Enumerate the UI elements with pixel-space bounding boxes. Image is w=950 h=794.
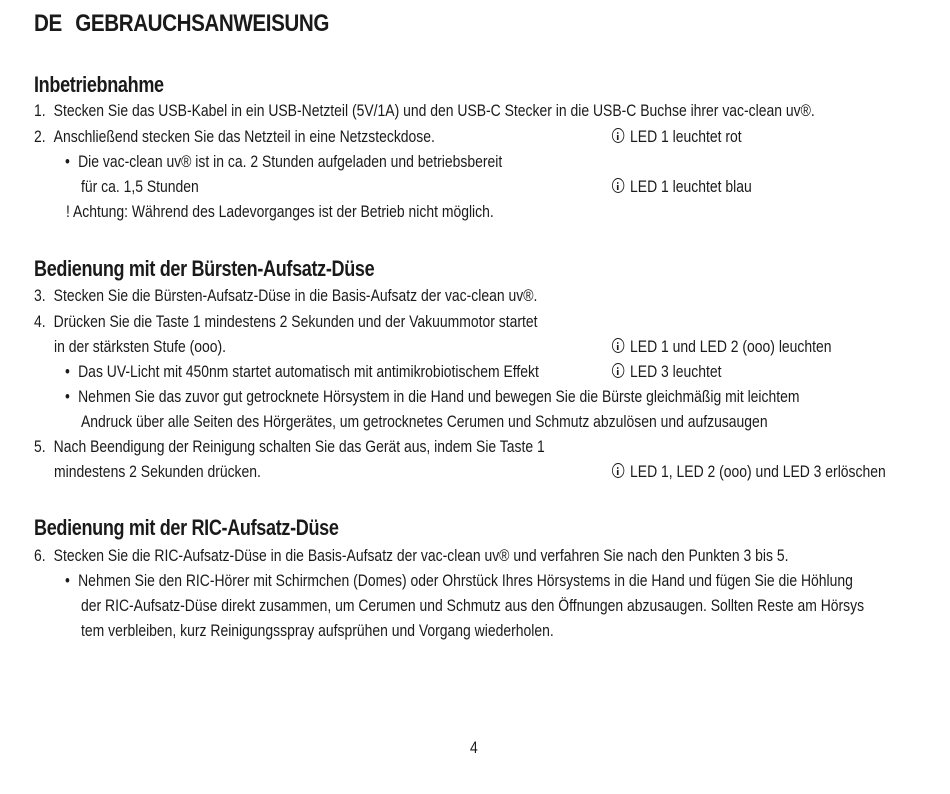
bullet-item xyxy=(65,152,502,172)
step-text: Stecken Sie die Bürsten-Aufsatz-Düse in die Basis-Aufsatz der vac-clean uv®. xyxy=(53,286,538,305)
section-heading-buersten: Bedienung mit der Bürsten-Aufsatz-Düse xyxy=(34,256,375,281)
info-circle-icon xyxy=(612,463,624,478)
step-text: Stecken Sie das USB-Kabel in ein USB-Netzteil (5V/1A) und den USB-C Stecker in die USB-C Buchse ihrer vac-clean uv®. xyxy=(53,101,815,120)
step-2 xyxy=(34,127,435,147)
bullet-item xyxy=(65,387,800,407)
bullet-text: Nehmen Sie den RIC-Hörer mit Schirmchen (Domes) oder Ohrstück Ihres Hörsystems in die Hand und fügen Sie die Höhlung xyxy=(78,571,853,590)
bullet-continuation: Andruck über alle Seiten des Hörgerätes, um getrocknetes Cerumen und Schmutz abzulösen und aufzusaugen xyxy=(81,412,768,431)
led-status-text: LED 1 leuchtet rot xyxy=(630,127,742,146)
bullet-symbol: • xyxy=(65,571,70,590)
step-text: Anschließend stecken Sie das Netzteil in eine Netzsteckdose. xyxy=(53,127,435,146)
language-code: DE xyxy=(34,10,62,37)
section-heading-ric: Bedienung mit der RIC-Aufsatz-Düse xyxy=(34,515,339,540)
step-number: 1. xyxy=(34,101,46,120)
bullet-text: Nehmen Sie das zuvor gut getrocknete Hörsystem in die Hand und bewegen Sie die Bürste gleichmäßig mit leichtem xyxy=(78,387,800,406)
info-circle-icon xyxy=(612,128,624,143)
bullet-item xyxy=(65,571,853,591)
step-3 xyxy=(34,286,537,306)
bullet-continuation: tem verbleiben, kurz Reinigungsspray aufsprühen und Vorgang wiederholen. xyxy=(81,621,554,640)
bullet-continuation: der RIC-Aufsatz-Düse direkt zusammen, um Cerumen und Schmutz aus den Öffnungen abzusaugen. Sollten Reste am Hörsys xyxy=(81,596,865,615)
step-text: Stecken Sie die RIC-Aufsatz-Düse in die Basis-Aufsatz der vac-clean uv® und verfahren Sie nach den Punkten 3 bis 5. xyxy=(53,546,789,565)
step-5 xyxy=(34,437,545,457)
step-continuation: mindestens 2 Sekunden drücken. xyxy=(54,462,261,481)
led-status-text: LED 1 leuchtet blau xyxy=(630,177,752,196)
bullet-continuation: für ca. 1,5 Stunden xyxy=(81,177,199,196)
info-circle-icon xyxy=(612,363,624,378)
step-1 xyxy=(34,101,815,121)
bullet-symbol: • xyxy=(65,362,70,381)
led-status xyxy=(612,337,832,357)
bullet-text: Die vac-clean uv® ist in ca. 2 Stunden aufgeladen und betriebsbereit xyxy=(78,152,503,171)
bullet-item xyxy=(65,362,539,382)
step-number: 2. xyxy=(34,127,46,146)
bullet-symbol: • xyxy=(65,152,70,171)
step-number: 4. xyxy=(34,312,46,331)
led-status xyxy=(612,362,721,382)
page-number: 4 xyxy=(470,738,478,757)
bullet-text: Das UV-Licht mit 450nm startet automatisch mit antimikrobiotischem Effekt xyxy=(78,362,539,381)
step-text: Drücken Sie die Taste 1 mindestens 2 Sekunden und der Vakuummotor startet xyxy=(53,312,538,331)
document-title: GEBRAUCHSANWEISUNG xyxy=(75,10,329,37)
warning-note: ! Achtung: Während des Ladevorganges ist der Betrieb nicht möglich. xyxy=(66,202,494,221)
page-header xyxy=(34,10,329,38)
section-heading-inbetriebnahme: Inbetriebnahme xyxy=(34,72,164,97)
bullet-symbol: • xyxy=(65,387,70,406)
led-status xyxy=(612,462,886,482)
step-number: 5. xyxy=(34,437,46,456)
step-number: 6. xyxy=(34,546,46,565)
step-number: 3. xyxy=(34,286,46,305)
info-circle-icon xyxy=(612,178,624,193)
led-status-text: LED 1 und LED 2 (ooo) leuchten xyxy=(630,337,832,356)
led-status-text: LED 3 leuchtet xyxy=(630,362,722,381)
led-status xyxy=(612,177,752,197)
info-circle-icon xyxy=(612,338,624,353)
step-4 xyxy=(34,312,537,332)
step-6 xyxy=(34,546,788,566)
step-continuation: in der stärksten Stufe (ooo). xyxy=(54,337,227,356)
step-text: Nach Beendigung der Reinigung schalten Sie das Gerät aus, indem Sie Taste 1 xyxy=(53,437,545,456)
led-status xyxy=(612,127,742,147)
led-status-text: LED 1, LED 2 (ooo) und LED 3 erlöschen xyxy=(630,462,886,481)
